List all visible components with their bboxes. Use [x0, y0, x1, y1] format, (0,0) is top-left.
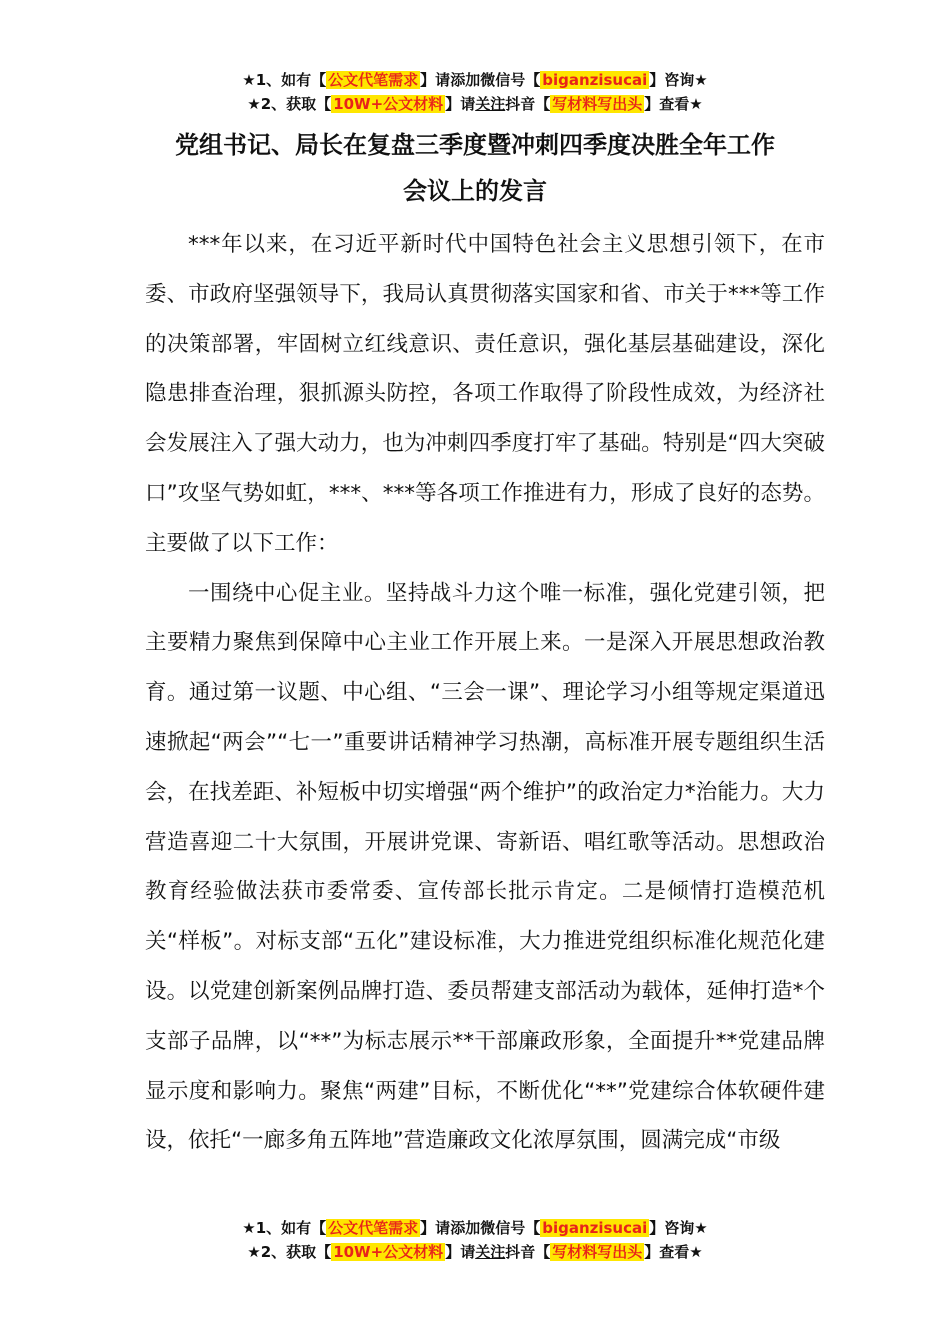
banner-text: 】请 — [445, 95, 476, 113]
banner-emphasis: 添加 — [450, 71, 481, 89]
banner-text: 】请 — [420, 1219, 451, 1237]
document-body — [145, 220, 825, 1166]
banner-highlight-wechat-id: biganzisucai — [542, 71, 648, 89]
banner-line-2 — [0, 1240, 950, 1264]
banner-line-1 — [0, 1216, 950, 1240]
banner-text: 】咨询★ — [649, 71, 708, 89]
top-banner — [0, 68, 950, 116]
banner-emphasis: 关注 — [475, 95, 506, 113]
banner-highlight-douyin-id: 写材料写出头 — [552, 1243, 643, 1261]
banner-text: 抖音【 — [505, 95, 551, 113]
banner-text: 】请 — [445, 1243, 476, 1261]
banner-text: ★1、如有【 — [242, 71, 327, 89]
banner-text: 】请 — [420, 71, 451, 89]
banner-emphasis: 关注 — [475, 1243, 506, 1261]
title-line-1: 党组书记、局长在复盘三季度暨冲刺四季度决胜全年工作 — [175, 131, 775, 159]
banner-text: ★2、获取【 — [247, 95, 332, 113]
banner-highlight: 公文代笔需求 — [328, 71, 419, 89]
banner-highlight: 公文代笔需求 — [328, 1219, 419, 1237]
banner-line-2 — [0, 92, 950, 116]
banner-text: 】查看★ — [644, 95, 703, 113]
banner-text: 】咨询★ — [649, 1219, 708, 1237]
banner-text: ★1、如有【 — [242, 1219, 327, 1237]
banner-emphasis: 添加 — [450, 1219, 481, 1237]
banner-text: 】查看★ — [644, 1243, 703, 1261]
document-title — [0, 122, 950, 214]
banner-highlight-wechat-id: biganzisucai — [542, 1219, 648, 1237]
title-line-2: 会议上的发言 — [403, 177, 547, 205]
bottom-banner — [0, 1216, 950, 1264]
banner-highlight: 10W+公文材料 — [333, 95, 444, 113]
banner-text: 微信号【 — [480, 1219, 541, 1237]
banner-text: 微信号【 — [480, 71, 541, 89]
banner-text: ★2、获取【 — [247, 1243, 332, 1261]
banner-highlight: 10W+公文材料 — [333, 1243, 444, 1261]
paragraph-section-1: 一围绕中心促主业。坚持战斗力这个唯一标准，强化党建引领，把主要精力聚焦到保障中心主业工作开展上来。一是深入开展思想政治教育。通过第一议题、中心组、“三会一课”、理论学习小组等规定渠道迅速掀起“两会”“七一”重要讲话精神学习热潮，高标准开展专题组织生活会，在找差距、补短板中切实增强“两个维护”的政治定力*治能力。大力营造喜迎二十大氛围，开展讲党课、寄新语、唱红歌等活动。思想政治教育经验做法获市委常委、宣传部长批示肯定。二是倾情打造模范机关“样板”。对标支部“五化”建设标准，大力推进党组织标准化规范化建设。以党建创新案例品牌打造、委员帮建支部活动为载体，延伸打造*个支部子品牌，以“**”为标志展示**干部廉政形象，全面提升**党建品牌显示度和影响力。聚焦“两建”目标，不断优化“**”党建综合体软硬件建设，依托“一廊多角五阵地”营造廉政文化浓厚氛围，圆满完成“市级 — [145, 580, 825, 1154]
banner-text: 抖音【 — [505, 1243, 551, 1261]
paragraph-intro: ***年以来，在习近平新时代中国特色社会主义思想引领下，在市委、市政府坚强领导下，我局认真贯彻落实国家和省、市关于***等工作的决策部署，牢固树立红线意识、责任意识，强化基层基础建设，深化隐患排查治理，狠抓源头防控，各项工作取得了阶段性成效，为经济社会发展注入了强大动力，也为冲刺四季度打牢了基础。特别是“四大突破口”攻坚气势如虹，***、***等各项工作推进有力，形成了良好的态势。主要做了以下工作： — [145, 232, 825, 556]
banner-highlight-douyin-id: 写材料写出头 — [552, 95, 643, 113]
banner-line-1 — [0, 68, 950, 92]
